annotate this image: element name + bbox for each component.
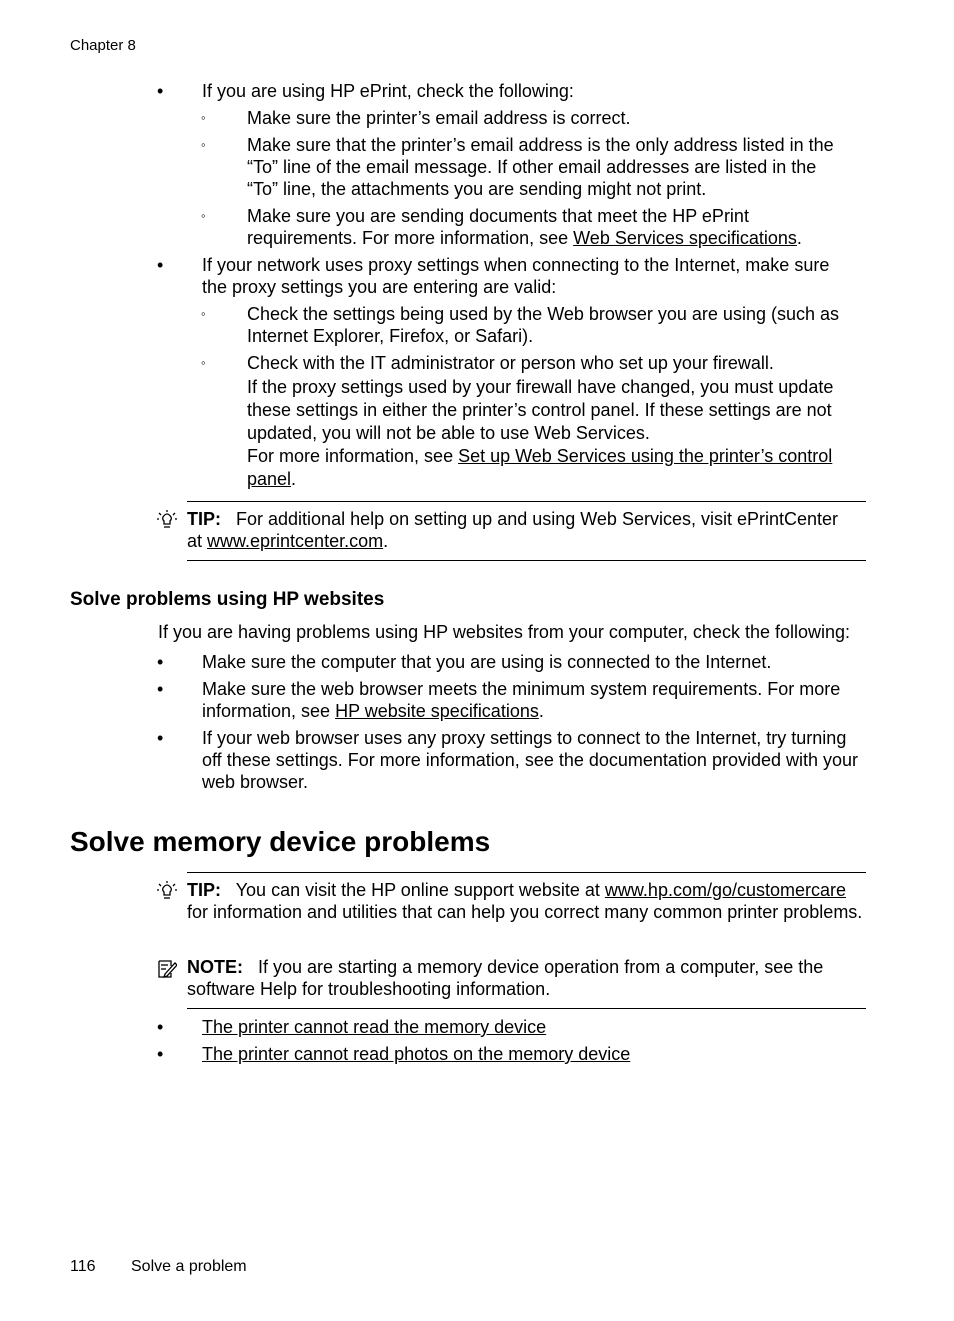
text: If you are starting a memory device operation from a computer, see the software Help for troubleshooting information. [187,957,824,999]
divider [187,560,866,561]
sub-bullet: ◦ [201,208,206,223]
cannot-read-memory-device-link[interactable]: The printer cannot read the memory device [202,1017,547,1037]
list-item [202,1043,867,1065]
list-item [247,205,807,249]
tip-label: TIP: [187,509,221,529]
set-up-web-services-link[interactable]: Set up Web Services using the printer’s control panel [247,446,833,489]
tip-label: TIP: [187,880,221,900]
text: . [796,228,802,248]
text: for information and utilities that can help you correct many common printer problems. [187,902,863,922]
text: Make sure the web browser meets the minimum system requirements. For more information, see [202,679,841,721]
footer-title: Solve a problem [131,1258,247,1275]
sub-bullet: ◦ [201,306,206,321]
divider [187,1008,866,1009]
sub-bullet: ◦ [201,137,206,152]
sub-bullet: ◦ [201,355,206,370]
text: . [538,701,544,721]
bullet: • [157,1044,164,1064]
hp-website-specifications-link[interactable]: HP website specifications [335,701,539,721]
list-item [202,678,862,722]
bullet: • [157,679,164,699]
eprintcenter-link[interactable]: www.eprintcenter.com [207,531,384,551]
note-label: NOTE: [187,957,243,977]
list-item [202,1016,867,1038]
text: . [291,469,297,489]
customercare-link[interactable]: www.hp.com/go/customercare [604,880,847,900]
bullet: • [157,1017,164,1037]
list-item: Make sure that the printer’s email address is the only address listed in the “To” line of the email message. If other email addresses are listed in the “To” line, the attachments you are sending might not print. [247,135,834,199]
list-item: Make sure the printer’s email address is correct. [247,108,631,128]
list-item: Check the settings being used by the Web browser you are using (such as Internet Explorer, Firefox, or Safari). [247,304,839,346]
text: You can visit the HP online support website at [235,880,605,900]
lightbulb-icon [157,510,177,530]
web-services-specifications-link[interactable]: Web Services specifications [573,228,797,248]
text: For additional help on setting up and using Web Services, visit ePrintCenter at [187,509,839,551]
page-number: 116 [70,1258,96,1275]
paragraph [247,445,852,491]
bullet: • [157,652,164,672]
tip-callout [187,508,857,552]
list-item: If your network uses proxy settings when connecting to the Internet, make sure the proxy settings you are entering are valid: [202,255,830,297]
note-pencil-icon [157,958,177,978]
sub-bullet: ◦ [201,110,206,125]
bullet: • [157,728,164,748]
page-heading: Solve memory device problems [70,826,491,857]
list-item: If you are using HP ePrint, check the following: [202,81,574,101]
paragraph: If the proxy settings used by your firewall have changed, you must update these settings in either the printer’s control panel. If these settings are not updated, you will not be able to use Web Services. [247,377,834,443]
text: . [383,531,389,551]
chapter-header: Chapter 8 [70,37,136,54]
paragraph: If you are having problems using HP websites from your computer, check the following: [158,622,851,642]
cannot-read-photos-link[interactable]: The printer cannot read photos on the memory device [202,1044,631,1064]
note-callout [187,956,847,1000]
text: For more information, see [247,446,459,466]
lightbulb-icon [157,881,177,901]
section-heading: Solve problems using HP websites [70,589,385,610]
bullet: • [157,81,164,101]
tip-callout [187,879,865,923]
bullet: • [157,255,164,275]
list-item: Check with the IT administrator or person who set up your firewall. [247,353,774,373]
text: Make sure you are sending documents that meet the HP ePrint requirements. For more information, see [247,206,749,248]
list-item: If your web browser uses any proxy settings to connect to the Internet, try turning off these settings. For more information, see the documentation provided with your web browser. [202,728,859,792]
divider [187,501,866,502]
list-item: Make sure the computer that you are using is connected to the Internet. [202,652,772,672]
divider [187,872,866,873]
